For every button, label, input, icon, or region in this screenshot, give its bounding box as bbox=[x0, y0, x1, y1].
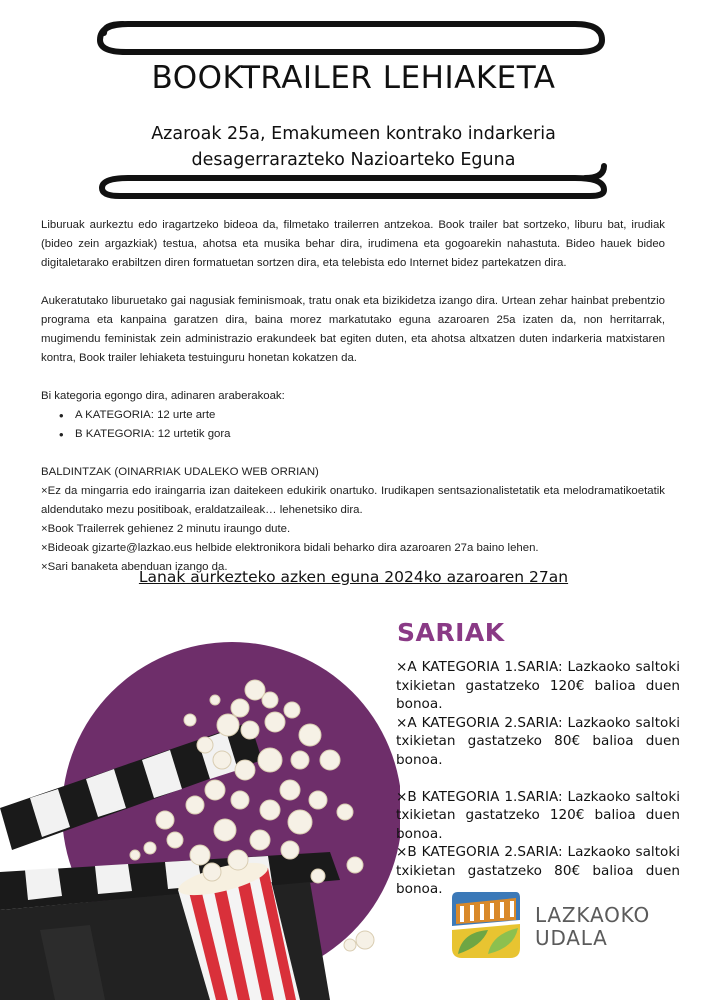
prize-item: ×A KATEGORIA 1.SARIA: Lazkaoko saltoki txikietan gastatzeko 120€ balioa duen bonoa. bbox=[396, 659, 680, 712]
intro-paragraph-2: Aukeratutako liburuetako gai nagusiak feminismoak, tratu onak eta bizikidetza izango dira. Urtean zehar hainbat prebentzio programa eta kanpaina garatzen dira, baina morez markatutako eguna azaroaren 25a izaten da, non herritarrak, mugimendu feministak zein administrazio erakundeek bat egiten duten, eta ahotsa altxatzen duten indarkeria matxistaren kontra, Book trailer lehiaketa testuinguru honetan kokatzen da. bbox=[41, 295, 665, 364]
category-item: • A KATEGORIA: 12 urte arte bbox=[63, 406, 665, 425]
body-text bbox=[41, 216, 665, 577]
conditions-block bbox=[41, 463, 665, 577]
prize-item: ×B KATEGORIA 2.SARIA: Lazkaoko saltoki txikietan gastatzeko 80€ balioa duen bonoa. bbox=[396, 844, 680, 897]
categories-list bbox=[41, 406, 665, 444]
deadline-text: Lanak aurkezteko azken eguna 2024ko azaroaren 27an bbox=[138, 568, 569, 586]
conditions-heading: BALDINTZAK (OINARRIAK UDALEKO WEB ORRIAN) bbox=[41, 466, 319, 478]
prizes-title: SARIAK bbox=[397, 618, 505, 647]
category-item: • B KATEGORIA: 12 urtetik gora bbox=[63, 425, 665, 444]
condition-item: ×Bideoak gizarte@lazkao.eus helbide elektronikora bidali beharko dira azaroaren 27a baino lehen. bbox=[41, 542, 539, 554]
subtitle-line-2: desagerrarazteko Nazioarteko Eguna bbox=[191, 150, 516, 170]
clapperboard-popcorn-illustration bbox=[0, 600, 400, 1000]
condition-item: ×Book Trailerrek gehienez 2 minutu iraungo dute. bbox=[41, 523, 291, 535]
page-title: BOOKTRAILER LEHIAKETA bbox=[151, 60, 556, 96]
prize-item: ×B KATEGORIA 1.SARIA: Lazkaoko saltoki txikietan gastatzeko 120€ balioa duen bonoa. bbox=[396, 788, 680, 842]
logo-line-1: LAZKAOKO bbox=[535, 903, 650, 927]
prize-item: ×A KATEGORIA 2.SARIA: Lazkaoko saltoki txikietan gastatzeko 80€ balioa duen bonoa. bbox=[396, 714, 680, 768]
categories-block bbox=[41, 387, 665, 444]
subtitle-line-1: Azaroak 25a, Emakumeen kontrako indarkeria bbox=[151, 124, 556, 144]
condition-item: ×Ez da mingarria edo iraingarria izan daitekeen edukirik onartuko. Irudikapen sentsazionalistetatik eta melodramatikoetatik aldendutako mezu positiboak, eraldatzaileak… lehenetsiko dira. bbox=[41, 485, 665, 516]
prizes-list bbox=[396, 658, 680, 899]
page-subtitle bbox=[0, 121, 707, 173]
logo-line-2: UDALA bbox=[535, 926, 608, 950]
condition-item: ×Sari banaketa abenduan izango da. bbox=[41, 561, 228, 573]
intro-paragraph-1: Liburuak aurkeztu edo iragartzeko bideoa da, filmetako trailerren antzekoa. Book trailer bat sortzeko, liburu bat, irudiak (bideo zein argazkiak) testua, ahotsa eta musika behar dira, irudimena eta gogoarekin nahastuta. Bideo hauek bideo digitaletarako erabiltzen diren formatuetan sortzen dira, eta telebista edo Internet bidez partekatzen dira. bbox=[41, 219, 665, 269]
lazkao-logo-icon bbox=[448, 890, 522, 960]
categories-intro: Bi kategoria egongo dira, adinaren araberakoak: bbox=[41, 390, 285, 402]
logo-text bbox=[535, 904, 650, 950]
